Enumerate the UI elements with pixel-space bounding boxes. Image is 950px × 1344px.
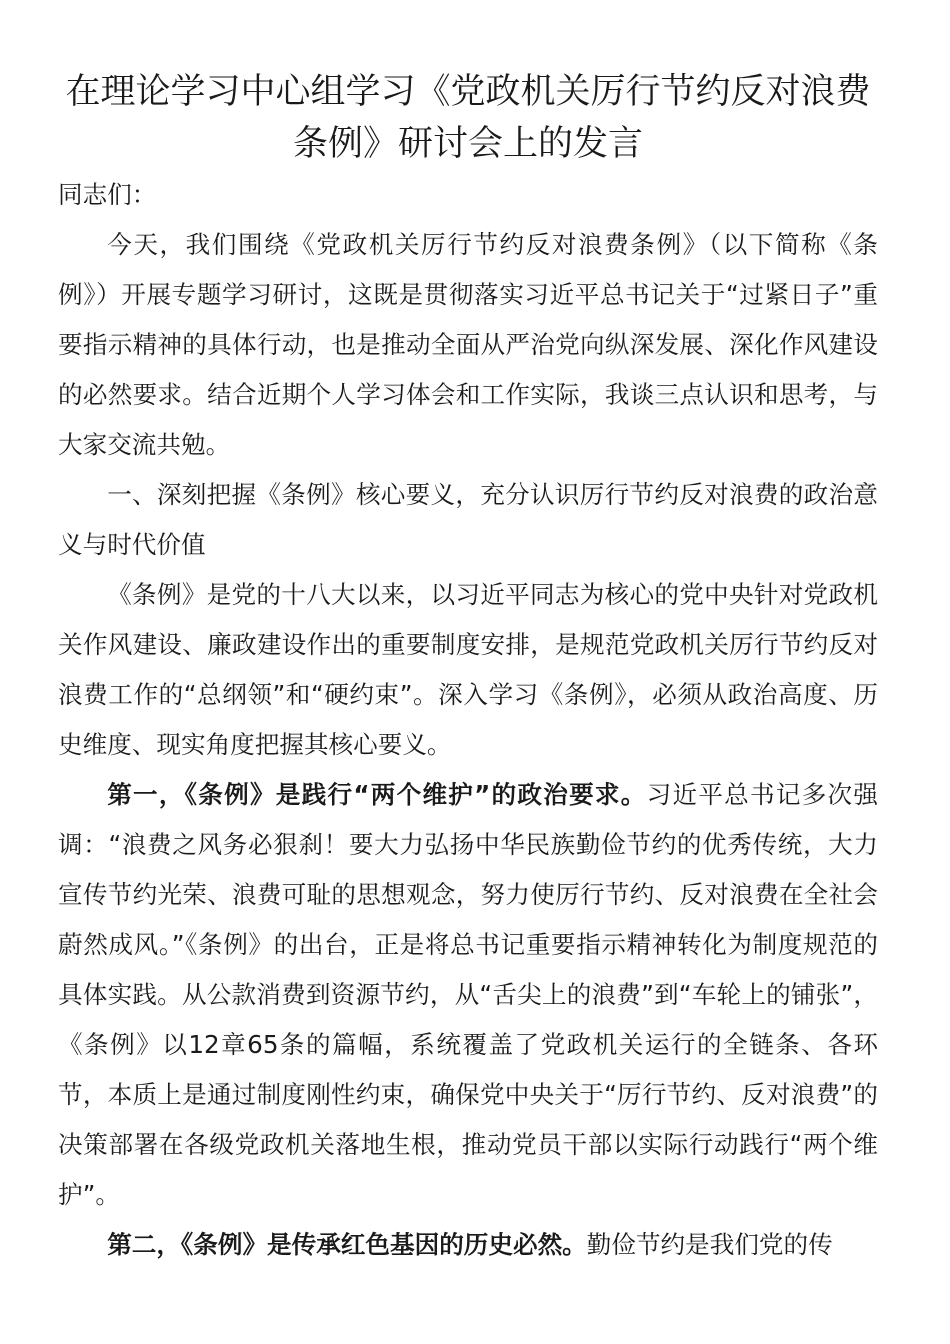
second-point-paragraph	[58, 1220, 878, 1270]
section-one-heading: 一、深刻把握《条例》核心要义，充分认识厉行节约反对浪费的政治意义与时代价值	[58, 480, 878, 559]
first-point-paragraph	[58, 770, 878, 1220]
document-page	[58, 66, 878, 1270]
first-point-body: 习近平总书记多次强调：“浪费之风务必狠刹！要大力弘扬中华民族勤俭节约的优秀传统，大力宣传节约光荣、浪费可耻的思想观念，努力使厉行节约、反对浪费在全社会蔚然成风。”《条例》的出台，正是将总书记重要指示精神转化为制度规范的具体实践。从公款消费到资源节约，从“舌尖上的浪费”到“车轮上的铺张”，《条例》以12章65条的篇幅，系统覆盖了党政机关运行的全链条、各环节，本质上是通过制度刚性约束，确保党中央关于“厉行节约、反对浪费”的决策部署在各级党政机关落地生根，推动党员干部以实际行动践行“两个维护”。	[58, 780, 878, 1209]
first-point-lead: 第一，《条例》是践行“两个维护”的政治要求。	[107, 780, 647, 809]
second-point-body: 勤俭节约是我们党的传	[586, 1230, 833, 1259]
section-one-body: 《条例》是党的十八大以来，以习近平同志为核心的党中央针对党政机关作风建设、廉政建设作出的重要制度安排，是规范党政机关厉行节约反对浪费工作的“总纲领”和“硬约束”。深入学习《条例》，必须从政治高度、历史维度、现实角度把握其核心要义。	[58, 580, 878, 759]
second-point-lead: 第二，《条例》是传承红色基因的历史必然。	[107, 1230, 587, 1259]
intro-paragraph: 今天，我们围绕《党政机关厉行节约反对浪费条例》（以下简称《条例》）开展专题学习研讨，这既是贯彻落实习近平总书记关于“过紧日子”重要指示精神的具体行动，也是推动全面从严治党向纵深发展、深化作风建设的必然要求。结合近期个人学习体会和工作实际，我谈三点认识和思考，与大家交流共勉。	[58, 230, 878, 459]
greeting: 同志们：	[58, 180, 157, 209]
document-title: 在理论学习中心组学习《党政机关厉行节约反对浪费条例》研讨会上的发言	[65, 72, 871, 164]
